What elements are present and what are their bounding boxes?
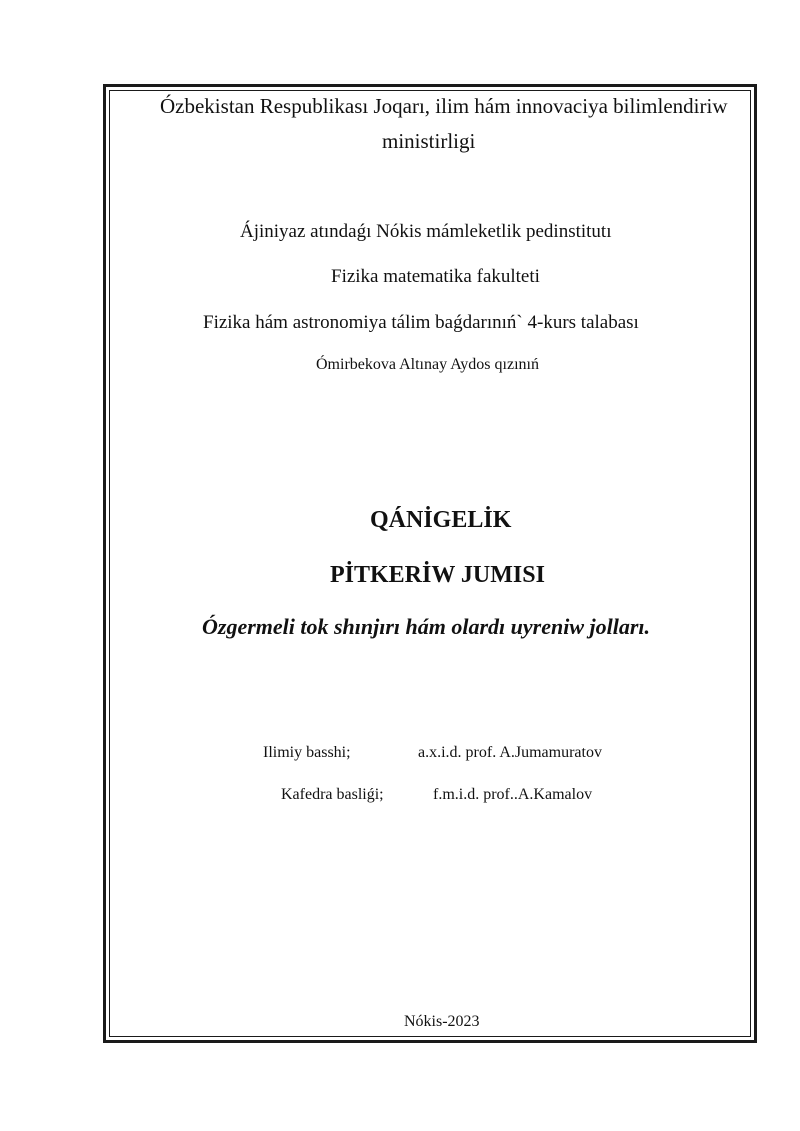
institute-name: Ájiniyaz atındaǵı Nókis mámleketlik pedinstitutı (240, 221, 612, 242)
ministry-line-2: ministirligi (382, 129, 476, 153)
thesis-topic: Ózgermeli tok shınjırı hám olardı uyreniw jolları. (202, 614, 651, 639)
supervisor-label: Ilimiy basshi; (263, 744, 351, 761)
faculty-name: Fizika matematika fakulteti (331, 266, 540, 287)
city-year: Nókis-2023 (404, 1013, 480, 1030)
department-head-name: f.m.i.d. prof..A.Kamalov (433, 786, 593, 803)
supervisor-name: a.x.i.d. prof. A.Jumamuratov (418, 744, 602, 761)
program-name: Fizika hám astronomiya tálim baǵdarınıń` 4-kurs talabası (203, 312, 639, 333)
document-title-line-2: PİTKERİW JUMISI (330, 562, 545, 588)
ministry-line-1: Ózbekistan Respublikası Joqarı, ilim hám innovaciya bilimlendiriw (160, 94, 728, 118)
department-head-label: Kafedra basliǵi; (281, 786, 384, 803)
student-name: Ómirbekova Altınay Aydos qızınıń (316, 356, 539, 373)
document-title-line-1: QÁNİGELİK (370, 507, 512, 533)
